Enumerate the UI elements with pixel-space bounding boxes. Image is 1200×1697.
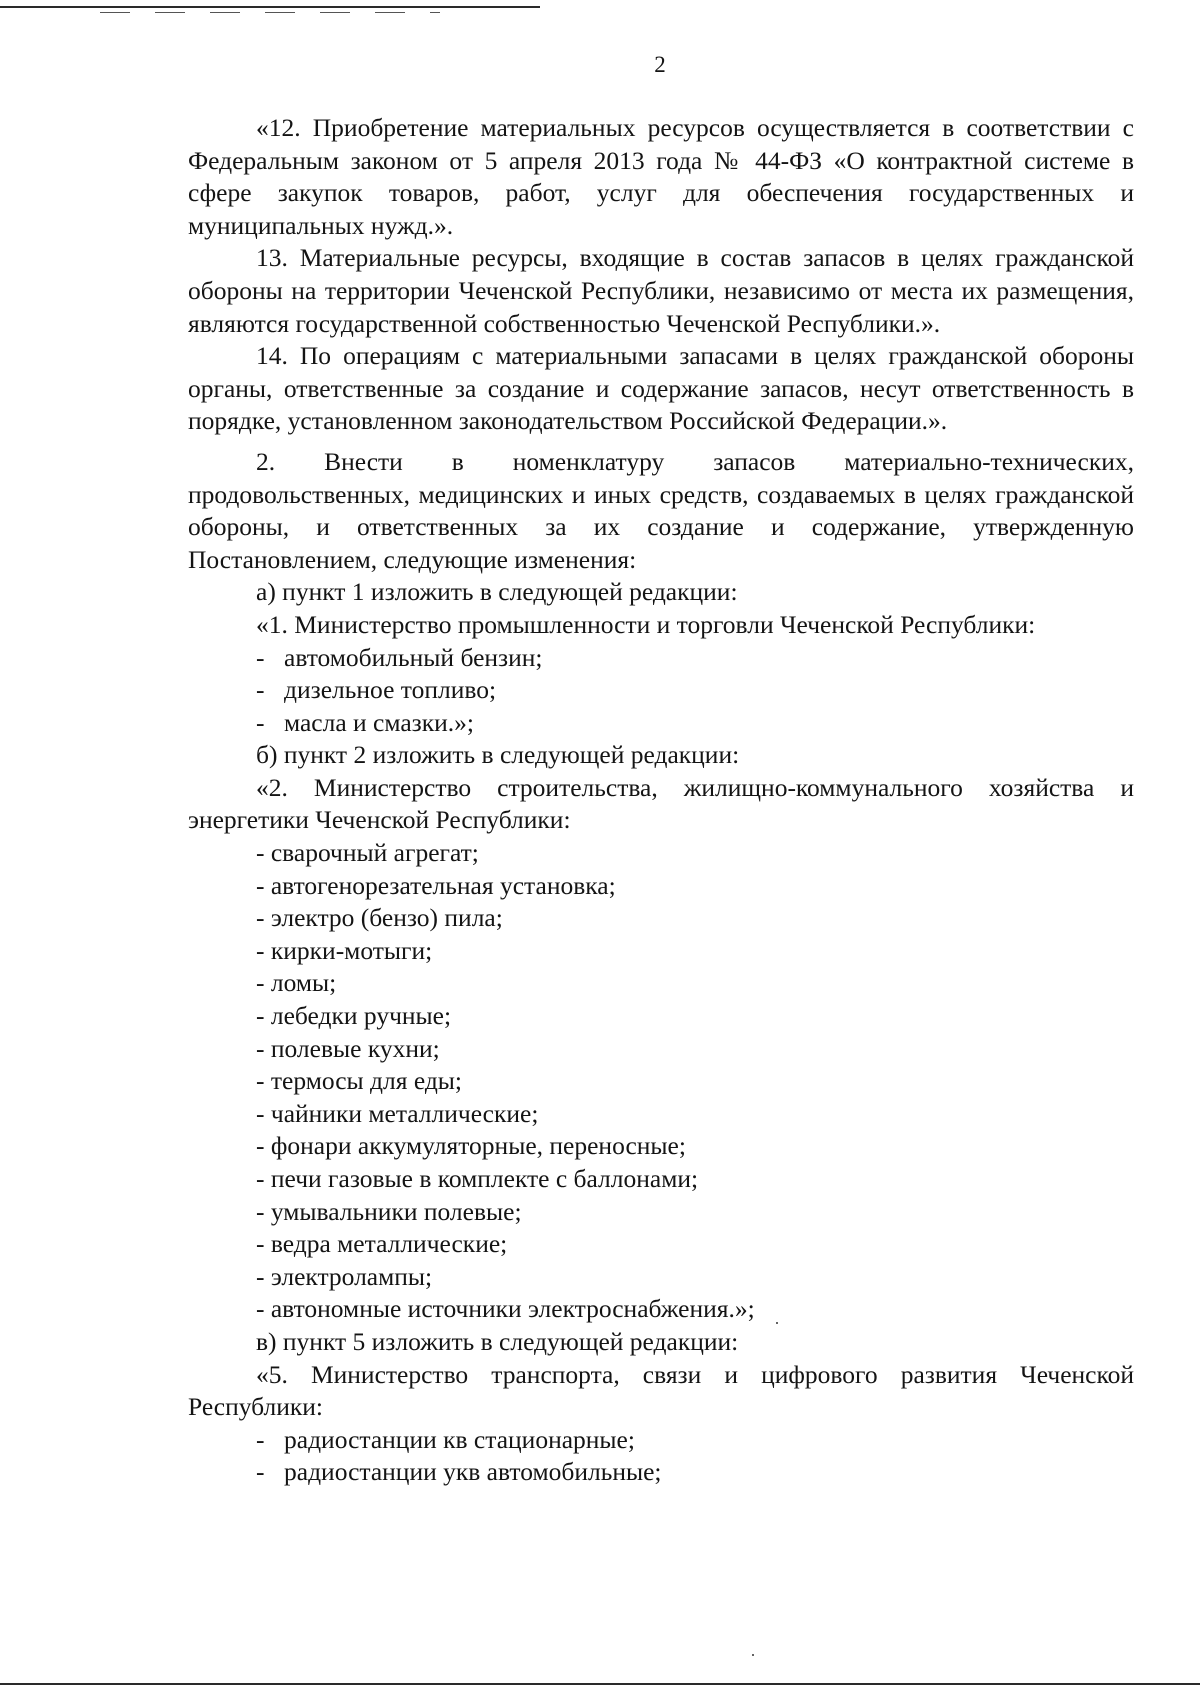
list-dash: - — [256, 707, 265, 737]
list-item-text: дизельное топливо; — [284, 675, 497, 705]
list-item — [188, 707, 1134, 740]
list-item: - фонари аккумуляторные, переносные; — [256, 1131, 686, 1161]
list-item: - электролампы; — [256, 1261, 433, 1291]
list-item: - термосы для еды; — [256, 1066, 463, 1096]
document-body — [188, 112, 1134, 1489]
list-item: - кирки-мотыги; — [256, 935, 433, 965]
list-item — [188, 1456, 1134, 1489]
section-b-intro: б) пункт 2 изложить в следующей редакции: — [256, 740, 740, 770]
list-item: - лебедки ручные; — [256, 1001, 452, 1031]
list-item-text: масла и смазки.»; — [284, 707, 474, 737]
section-a-heading: «1. Министерство промышленности и торговли Чеченской Республики: — [256, 609, 1036, 639]
list-item: - печи газовые в комплекте с баллонами; — [256, 1164, 699, 1193]
scan-edge-top-dashes — [100, 12, 440, 13]
list-item — [188, 1424, 1134, 1457]
list-item: - автогенорезательная установка; — [256, 870, 616, 900]
list-dash: - — [256, 675, 265, 705]
paragraph-2: 2. Внести в номенклатуру запасов материально-технических, продовольственных, медицинских и иных средств, создаваемых в целях гражданской обороны, и ответственных за их создание и содержание, утвержденную Постановлением, следующие изменения: — [188, 446, 1134, 574]
section-a-intro: а) пункт 1 изложить в следующей редакции: — [256, 577, 738, 607]
list-item: - чайники металлические; — [256, 1098, 539, 1128]
list-item-text: радиостанции укв автомобильные; — [284, 1457, 662, 1487]
scan-edge-bottom — [0, 1683, 1200, 1685]
list-dash: - — [256, 1457, 265, 1487]
section-c-intro: в) пункт 5 изложить в следующей редакции: — [256, 1326, 739, 1356]
paragraph-14: 14. По операциям с материальными запасами в целях гражданской обороны органы, ответственные за создание и содержание запасов, несут ответственность в порядке, установленном законодательством Российской Федерации.». — [188, 341, 1134, 436]
page-number: 2 — [654, 52, 666, 77]
list-item: - сварочный агрегат; — [256, 838, 479, 868]
scan-edge-top — [0, 6, 540, 8]
section-c-heading: «5. Министерство транспорта, связи и цифрового развития Чеченской Республики: — [188, 1359, 1134, 1422]
list-item-text: автомобильный бензин; — [284, 642, 543, 672]
list-dash: - — [256, 1424, 265, 1454]
scan-speck — [752, 1654, 754, 1656]
list-item: - автономные источники электроснабжения.»; — [256, 1294, 755, 1324]
list-item: - ломы; — [256, 968, 337, 998]
paragraph-12: «12. Приобретение материальных ресурсов осуществляется в соответствии с Федеральным законом от 5 апреля 2013 года № 44-ФЗ «О контрактной системе в сфере закупок товаров, работ, услуг для обеспечения государственных и муниципальных нужд.». — [188, 113, 1134, 240]
paragraph-13: 13. Материальные ресурсы, входящие в состав запасов в целях гражданской обороны на территории Чеченской Республики, независимо от места их размещения, являются государственной собственностью Чеченской Республики.». — [188, 243, 1134, 338]
list-dash: - — [256, 642, 265, 672]
list-item-text: радиостанции кв стационарные; — [284, 1424, 635, 1454]
list-item — [188, 674, 1134, 707]
section-b-heading: «2. Министерство строительства, жилищно-коммунального хозяйства и энергетики Чеченской Республики: — [188, 772, 1134, 835]
list-item: - ведра металлические; — [256, 1229, 508, 1259]
list-item: - электро (бензо) пила; — [256, 903, 503, 933]
list-item — [188, 642, 1134, 675]
list-item: - полевые кухни; — [256, 1033, 440, 1063]
list-item: - умывальники полевые; — [256, 1196, 522, 1226]
